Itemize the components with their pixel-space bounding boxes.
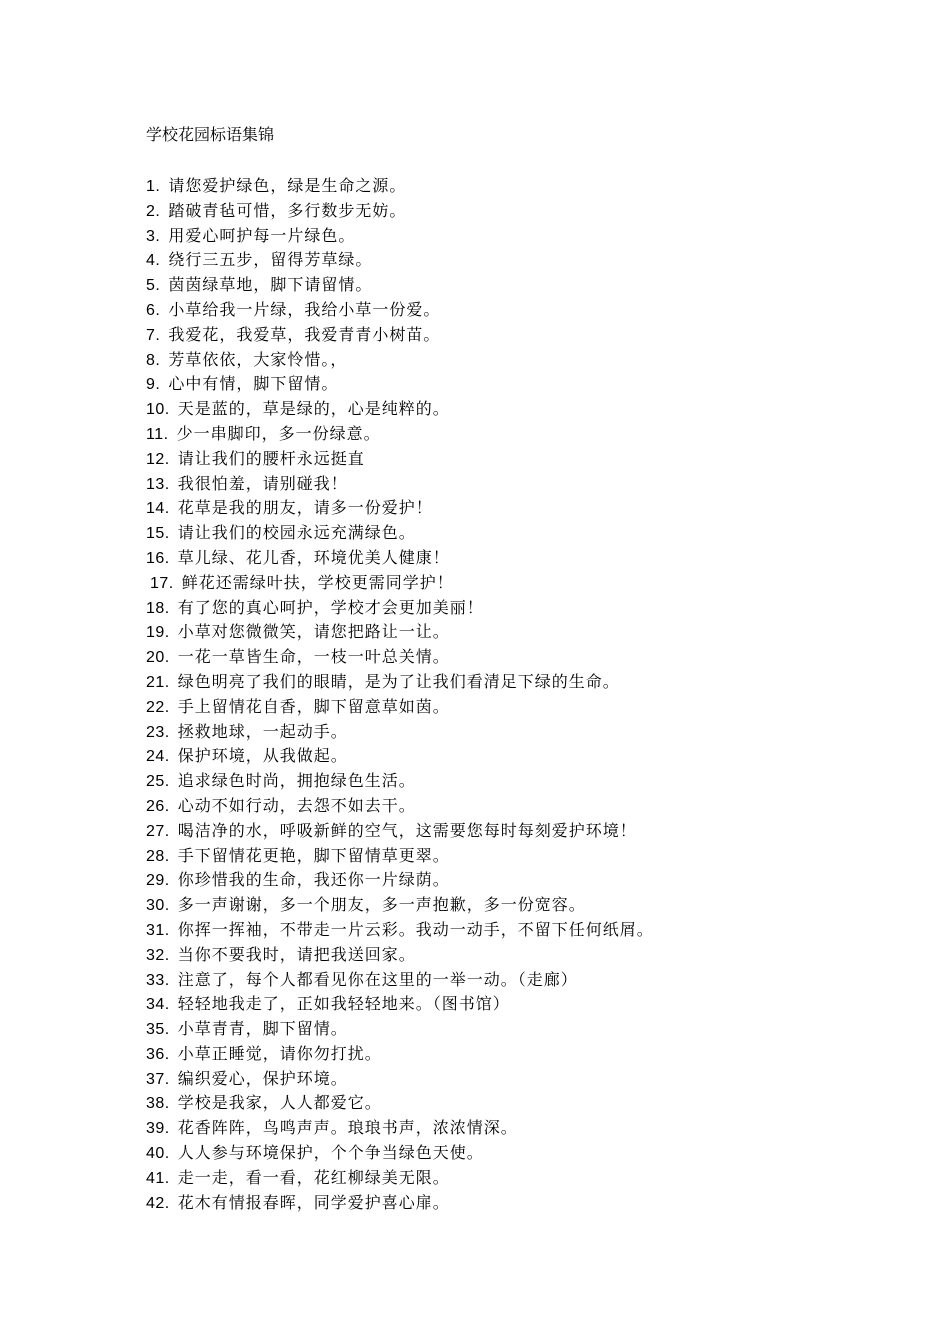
slogan-text: 人人参与环境保护，个个争当绿色天使。 (177, 1143, 484, 1163)
document-title: 学校花园标语集锦 (146, 125, 275, 144)
slogan-number: 35. (146, 1021, 170, 1039)
slogan-text: 心中有情，脚下留情。 (168, 374, 339, 394)
slogan-number: 41. (146, 1169, 170, 1187)
slogan-item (146, 248, 654, 273)
slogan-number: 26. (146, 797, 170, 815)
slogan-item (146, 670, 654, 695)
slogan-text: 我很怕羞，请别碰我！ (177, 473, 348, 493)
slogan-number: 39. (146, 1120, 170, 1138)
slogan-item (146, 943, 654, 968)
slogan-number: 12. (146, 450, 170, 468)
slogan-number: 42. (146, 1194, 170, 1212)
slogan-text: 喝洁净的水，呼吸新鲜的空气，这需要您每时每刻爱护环境！ (177, 820, 637, 840)
slogan-list (146, 174, 654, 1215)
slogan-text: 少一串脚印，多一份绿意。 (176, 423, 381, 443)
slogan-item (146, 1067, 654, 1092)
slogan-item (146, 521, 654, 546)
slogan-text: 有了您的真心呵护，学校才会更加美丽！ (177, 597, 484, 617)
slogan-item (146, 546, 654, 571)
slogan-item (146, 769, 654, 794)
slogan-item (146, 397, 654, 422)
slogan-number: 36. (146, 1045, 170, 1063)
slogan-number: 17. (150, 574, 174, 592)
slogan-number: 25. (146, 773, 170, 791)
slogan-text: 小草给我一片绿，我给小草一份爱。 (168, 299, 441, 319)
slogan-number: 31. (146, 921, 170, 939)
slogan-text: 你挥一挥袖，不带走一片云彩。我动一动手，不留下任何纸屑。 (177, 919, 654, 939)
slogan-text: 请您爱护绿色，绿是生命之源。 (168, 176, 407, 195)
slogan-item (146, 645, 654, 670)
slogan-item (146, 620, 654, 645)
slogan-item (146, 968, 654, 993)
slogan-item (146, 273, 654, 298)
slogan-number: 10. (146, 401, 170, 419)
slogan-number: 11. (146, 425, 169, 443)
slogan-number: 5. (146, 277, 161, 295)
slogan-item (146, 472, 654, 497)
slogan-number: 9. (146, 376, 161, 394)
slogan-item (146, 298, 654, 323)
slogan-item (146, 323, 654, 348)
slogan-item (146, 992, 654, 1017)
slogan-text: 小草正睡觉，请你勿打扰。 (177, 1043, 382, 1063)
slogan-item (146, 199, 654, 224)
slogan-text: 小草青青，脚下留情。 (177, 1019, 348, 1039)
slogan-item (146, 794, 654, 819)
slogan-text: 鲜花还需绿叶扶，学校更需同学护！ (181, 572, 454, 592)
slogan-number: 33. (146, 971, 170, 989)
slogan-number: 14. (146, 500, 170, 518)
slogan-text: 多一声谢谢，多一个朋友，多一声抱歉，多一份宽容。 (177, 895, 586, 915)
slogan-item (146, 348, 654, 373)
slogan-number: 18. (146, 599, 170, 617)
slogan-item (146, 571, 654, 596)
slogan-item (146, 422, 654, 447)
slogan-number: 21. (146, 673, 170, 691)
slogan-number: 34. (146, 996, 170, 1014)
slogan-item (146, 868, 654, 893)
slogan-item (146, 1042, 654, 1067)
slogan-item (146, 1116, 654, 1141)
slogan-text: 用爱心呵护每一片绿色。 (168, 225, 356, 245)
slogan-text: 你珍惜我的生命，我还你一片绿荫。 (177, 870, 450, 890)
slogan-number: 24. (146, 748, 170, 766)
slogan-number: 8. (146, 351, 161, 369)
slogan-text: 请让我们的校园永远充满绿色。 (177, 523, 416, 543)
slogan-text: 小草对您微微笑，请您把路让一让。 (177, 622, 450, 642)
slogan-number: 7. (146, 326, 161, 344)
slogan-text: 学校是我家，人人都爱它。 (177, 1093, 382, 1113)
slogan-number: 20. (146, 649, 170, 667)
slogan-item (146, 174, 654, 199)
slogan-text: 手下留情花更艳，脚下留情草更翠。 (177, 845, 450, 865)
slogan-text: 拯救地球，一起动手。 (177, 721, 348, 741)
slogan-number: 19. (146, 624, 170, 642)
slogan-number: 6. (146, 301, 161, 319)
slogan-number: 30. (146, 897, 170, 915)
slogan-text: 芳草依依，大家怜惜。， (168, 349, 348, 369)
slogan-number: 15. (146, 525, 170, 543)
slogan-number: 23. (146, 723, 170, 741)
slogan-item (146, 496, 654, 521)
slogan-number: 29. (146, 872, 170, 890)
slogan-text: 我爱花，我爱草，我爱青青小树苗。 (168, 324, 441, 344)
slogan-item (146, 596, 654, 621)
slogan-text: 追求绿色时尚，拥抱绿色生活。 (177, 771, 416, 791)
slogan-text: 绕行三五步，留得芳草绿。 (168, 250, 373, 270)
slogan-item (146, 744, 654, 769)
slogan-number: 37. (146, 1070, 170, 1088)
slogan-text: 草儿绿、花儿香，环境优美人健康！ (177, 547, 450, 567)
slogan-text: 踏破青毡可惜，多行数步无妨。 (168, 200, 407, 220)
slogan-number: 22. (146, 698, 170, 716)
slogan-number: 2. (146, 202, 161, 220)
slogan-item (146, 819, 654, 844)
slogan-item (146, 844, 654, 869)
slogan-number: 13. (146, 475, 170, 493)
slogan-text: 一花一草皆生命，一枝一叶总关情。 (177, 647, 450, 667)
slogan-text: 花木有情报春晖，同学爱护喜心扉。 (177, 1192, 450, 1212)
slogan-text: 编织爱心，保护环境。 (177, 1068, 348, 1088)
slogan-text: 走一走，看一看，花红柳绿美无限。 (177, 1167, 450, 1187)
slogan-text: 茵茵绿草地，脚下请留情。 (168, 275, 373, 295)
slogan-text: 花草是我的朋友，请多一份爱护！ (177, 498, 433, 518)
slogan-item (146, 1191, 654, 1216)
slogan-item (146, 1017, 654, 1042)
slogan-text: 请让我们的腰杆永远挺直 (177, 448, 365, 468)
slogan-text: 花香阵阵，鸟鸣声声。琅琅书声，浓浓情深。 (177, 1118, 518, 1138)
slogan-text: 保护环境，从我做起。 (177, 746, 348, 766)
slogan-text: 当你不要我时，请把我送回家。 (177, 944, 416, 964)
slogan-number: 27. (146, 822, 170, 840)
slogan-item (146, 1091, 654, 1116)
slogan-text: 手上留情花自香，脚下留意草如茵。 (177, 696, 450, 716)
slogan-item (146, 1141, 654, 1166)
slogan-item (146, 224, 654, 249)
slogan-number: 32. (146, 946, 170, 964)
slogan-number: 4. (146, 252, 161, 270)
slogan-item (146, 695, 654, 720)
slogan-item (146, 720, 654, 745)
slogan-text: 天是蓝的，草是绿的，心是纯粹的。 (177, 399, 450, 419)
slogan-item (146, 918, 654, 943)
slogan-item (146, 893, 654, 918)
slogan-text: 注意了，每个人都看见你在这里的一举一动。（走廊） (177, 969, 578, 989)
slogan-item (146, 372, 654, 397)
slogan-number: 38. (146, 1095, 170, 1113)
slogan-number: 40. (146, 1145, 170, 1163)
slogan-item (146, 1166, 654, 1191)
slogan-item (146, 447, 654, 472)
slogan-number: 28. (146, 847, 170, 865)
slogan-number: 1. (146, 178, 161, 195)
slogan-text: 绿色明亮了我们的眼睛，是为了让我们看清足下绿的生命。 (177, 671, 620, 691)
slogan-text: 轻轻地我走了，正如我轻轻地来。（图书馆） (177, 994, 510, 1014)
slogan-text: 心动不如行动，去怨不如去干。 (177, 795, 416, 815)
slogan-number: 16. (146, 549, 170, 567)
slogan-number: 3. (146, 227, 161, 245)
